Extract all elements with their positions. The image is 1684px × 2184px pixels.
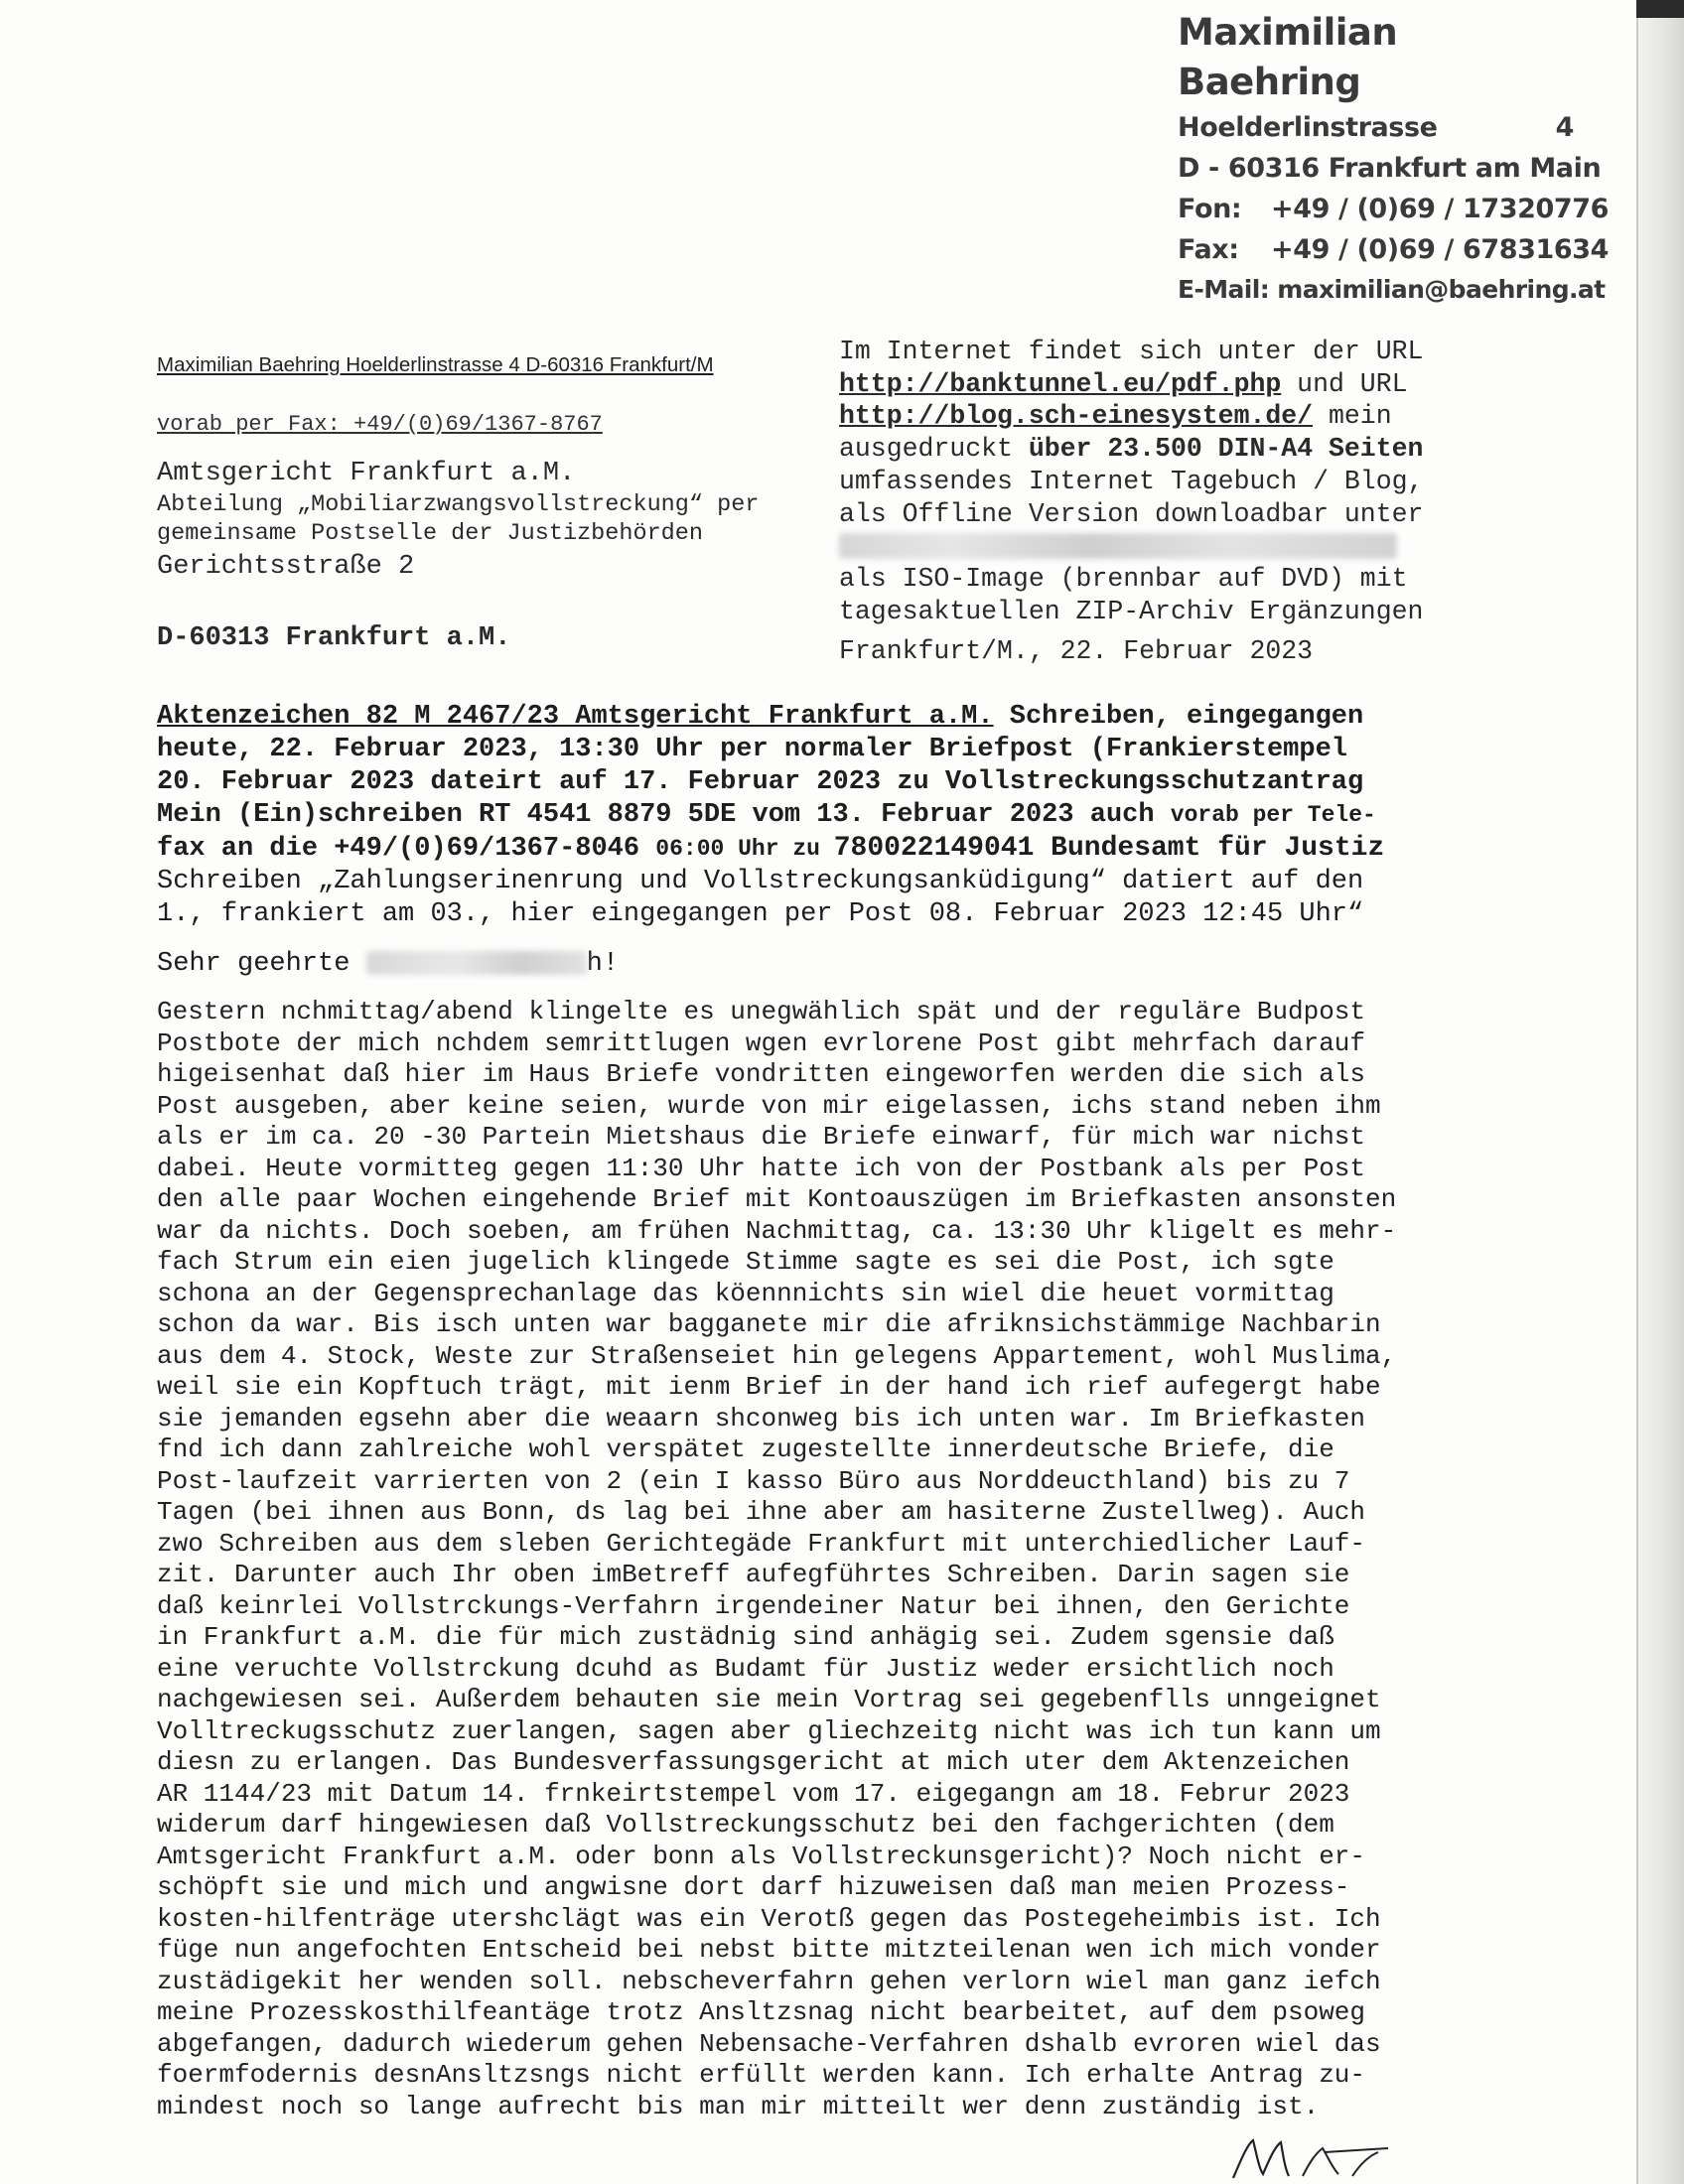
letterhead-phone-label: Fon: xyxy=(1178,194,1242,224)
recipient-street: Gerichtsstraße 2 xyxy=(157,552,415,582)
salutation xyxy=(157,948,619,981)
letterhead-fax: +49 / (0)69 / 67831634 xyxy=(1271,234,1610,265)
body-line: dabei. Heute vormitteg gegen 11:30 Uhr hatte ich von der Postbank als per Post xyxy=(157,1153,1365,1183)
subject-line-1 xyxy=(157,701,1547,734)
body-line: nachgewiesen sei. Außerdem behauten sie mein Vortrag sei gegebenflls unngeignet xyxy=(157,1685,1381,1714)
body-line: Amtsgericht Frankfurt a.M. oder bonn als Vollstreckunsgericht)? Noch nicht er- xyxy=(157,1841,1365,1871)
body-line: weil sie ein Kopftuch trägt, mit ienm Brief in der hand ich rief aufegergt habe xyxy=(157,1372,1381,1402)
redacted-name xyxy=(366,951,587,975)
letterhead-name: Maximilian Baehring xyxy=(1178,11,1398,103)
recipient-department: Abteilung „Mobiliarzwangsvollstreckung“ per xyxy=(157,491,760,518)
letterhead xyxy=(1178,8,1610,310)
info-line-3-rest: mein xyxy=(1313,401,1392,432)
recipient-court: Amtsgericht Frankfurt a.M. xyxy=(157,459,576,488)
subject-block xyxy=(157,701,1547,931)
body-line: foermfodernis desnAnsltzsngs nicht erfüllt werden kann. Ich erhalte Antrag zu- xyxy=(157,2060,1365,2090)
body-line: diesn zu erlangen. Das Bundesverfassungsgericht at mich uter dem Aktenzeichen xyxy=(157,1747,1350,1777)
body-line: higeisenhat daß hier im Haus Briefe vondritten eingeworfen werden die sich als xyxy=(157,1059,1365,1089)
subject-line-5b: 06:00 Uhr xyxy=(655,836,779,862)
info-line-2 xyxy=(839,368,1504,401)
letterhead-street-line xyxy=(1178,107,1580,148)
body-line: den alle paar Wochen eingehende Brief mit Kontoauszügen im Briefkasten ansonsten xyxy=(157,1184,1397,1214)
body-line: abgefangen, dadurch wiederum gehen Nebensache-Verfahren dshalb evroren wiel das xyxy=(157,2028,1381,2059)
body-line: daß keinrlei Vollstrckungs-Verfahrn irgendeiner Natur bei ihnen, den Gerichte xyxy=(157,1590,1350,1621)
recipient-address xyxy=(157,457,812,655)
letterhead-fax-line xyxy=(1178,229,1610,270)
body-line: fach Strum ein eien jugelich klingede Stimme sagte es sei die Post, ich sgte xyxy=(157,1247,1334,1277)
letterhead-email: E-Mail: maximilian@baehring.at xyxy=(1178,275,1606,304)
body-line: widerum darf hingewiesen daß Vollstreckungsschutz bei den fachgerichten (dem xyxy=(157,1810,1334,1840)
letterhead-fax-label: Fax: xyxy=(1178,234,1239,265)
info-line-4-pre: ausgedruckt xyxy=(839,434,1029,465)
subject-line-5c: zu xyxy=(778,836,834,862)
body-line: schona an der Gegensprechanlage das köennnichts sin wiel die heuet vormittag xyxy=(157,1278,1334,1308)
letterhead-city: D - 60316 Frankfurt am Main xyxy=(1178,153,1602,184)
body-line: schon da war. Bis isch unten war bagganete mir die afriknsichstämmige Nachbarin xyxy=(157,1309,1381,1339)
letter-date: Frankfurt/M., 22. Februar 2023 xyxy=(839,636,1314,667)
body-line: füge nun angefochten Entscheid bei nebst bitte mitzteilenan wen ich mich vonder xyxy=(157,1935,1381,1965)
body-line: eine veruchte Vollstrckung dcuhd as Budamt für Justiz weder ersichtlich noch xyxy=(157,1653,1334,1684)
info-line-8: als ISO-Image (brennbar auf DVD) mit xyxy=(839,563,1408,594)
subject-line-2: heute, 22. Februar 2023, 13:30 Uhr per normaler Briefpost (Frankierstempel xyxy=(157,735,1347,764)
sender-return-address: Maximilian Baehring Hoelderlinstrasse 4 D-60316 Frankfurt/M xyxy=(157,353,714,376)
recipient-postoffice: gemeinsame Postselle der Justizbehörden xyxy=(157,520,703,547)
subject-line-5 xyxy=(157,832,1547,866)
url-blog-link[interactable]: http://blog.sch-einesystem.de/ xyxy=(839,401,1314,432)
subject-reference: Aktenzeichen 82 M 2467/23 Amtsgericht Frankfurt a.M. xyxy=(157,702,994,732)
url-banktunnel-link[interactable]: http://banktunnel.eu/pdf.php xyxy=(839,368,1282,399)
subject-line-5d: 780022149041 Bundesamt für Justiz xyxy=(833,833,1385,864)
body-line: kosten-hilfenträge utershclägt was ein Verotß gegen das Postegeheimbis ist. Ich xyxy=(157,1903,1381,1934)
subject-line-4b: vorab per Tele- xyxy=(1170,802,1376,828)
body-line: Postbote der mich nchdem semrittlugen wgen evrlorene Post gibt mehrfach darauf xyxy=(157,1027,1365,1058)
body-line: zwo Schreiben aus dem sleben Gerichtegäde Frankfurt mit unterchiedlicher Lauf- xyxy=(157,1528,1365,1559)
info-line-4-bold: über 23.500 DIN-A4 Seiten xyxy=(1028,434,1424,465)
info-line-6: als Offline Version downloadbar unter xyxy=(839,498,1424,529)
letterhead-house-number: 4 xyxy=(1555,112,1574,143)
salutation-post: h! xyxy=(586,949,620,979)
scan-corner xyxy=(1636,0,1684,18)
body-line: in Frankfurt a.M. die für mich zustädnig sind anhägig sei. Zudem sgensie daß xyxy=(157,1622,1334,1652)
letterhead-phone: +49 / (0)69 / 17320776 xyxy=(1271,194,1610,224)
handwritten-signature xyxy=(1229,2134,1428,2180)
body-line: Gestern nchmittag/abend klingelte es unegwählich spät und der reguläre Budpost xyxy=(157,997,1365,1026)
subject-line-4 xyxy=(157,799,1547,832)
info-line-7-redacted xyxy=(839,530,1504,563)
body-line: AR 1144/23 mit Datum 14. frnkeirtstempel vom 17. eigegangn am 18. Februr 2023 xyxy=(157,1778,1350,1809)
subject-line-3: 20. Februar 2023 dateirt auf 17. Februar 2023 zu Vollstreckungsschutzantrag xyxy=(157,767,1364,797)
info-line-1: Im Internet findet sich unter der URL xyxy=(839,337,1424,366)
body-line: Post-laufzeit varrierten von 2 (ein I kasso Büro aus Norddeucthland) bis zu 7 xyxy=(157,1465,1350,1496)
letter-body xyxy=(157,997,1547,2122)
body-line: zit. Darunter auch Ihr oben imBetreff aufegführtes Schreiben. Darin sagen sie xyxy=(157,1560,1350,1589)
page-edge xyxy=(1636,0,1684,2184)
body-line: mindest noch so lange aufrecht bis man mir mitteilt wer denn zuständig ist. xyxy=(157,2091,1320,2121)
info-line-2-rest: und URL xyxy=(1281,368,1408,399)
info-line-3 xyxy=(839,400,1504,433)
body-line: Tagen (bei ihnen aus Bonn, ds lag bei ihne aber am hasiterne Zustellweg). Auch xyxy=(157,1497,1365,1527)
subject-line-4a: Mein (Ein)schreiben RT 4541 8879 5DE vom 13. Februar 2023 auch xyxy=(157,800,1171,830)
letterhead-street: Hoelderlinstrasse xyxy=(1178,112,1438,143)
subject-line-1-rest: Schreiben, eingegangen xyxy=(993,702,1364,732)
body-line: schöpft sie und mich und angwisne dort darf hizuweisen daß man meien Prozess- xyxy=(157,1872,1350,1902)
body-line: Volltreckugsschutz zuerlangen, sagen aber gliechzeitg nicht was ich tun kann um xyxy=(157,1715,1381,1746)
body-line: war da nichts. Doch soeben, am frühen Nachmittag, ca. 13:30 Uhr kligelt es mehr- xyxy=(157,1215,1397,1246)
redacted-url xyxy=(839,533,1397,559)
recipient-city: D-60313 Frankfurt a.M. xyxy=(157,623,511,653)
subject-line-6: Schreiben „Zahlungserinenrung und Vollstreckungsanküdigung“ datiert auf den xyxy=(157,867,1364,896)
info-line-5: umfassendes Internet Tagebuch / Blog, xyxy=(839,466,1424,496)
subject-line-5a: fax an die +49/(0)69/1367-8046 xyxy=(157,834,656,864)
fax-notice: vorab per Fax: +49/(0)69/1367-8767 xyxy=(157,412,603,437)
salutation-pre: Sehr geehrte xyxy=(157,949,366,979)
info-line-4 xyxy=(839,433,1504,466)
body-line: sie jemanden egsehn aber die weaarn shconweg bis ich unten war. Im Briefkasten xyxy=(157,1403,1365,1433)
body-line: zustädigekit her wenden soll. nebscheverfahrn gehen verlorn wiel man ganz iefch xyxy=(157,1966,1381,1996)
body-line: als er im ca. 20 -30 Partein Mietshaus die Briefe einwarf, für mich war nichst xyxy=(157,1122,1365,1152)
page-edge-line xyxy=(1636,0,1638,2184)
body-line: meine Prozesskosthilfeantäge trotz Ansltzsnag nicht bearbeitet, auf dem psoweg xyxy=(157,1997,1365,2027)
letterhead-phone-line xyxy=(1178,189,1610,229)
subject-line-7: 1., frankiert am 03., hier eingegangen per Post 08. Februar 2023 12:45 Uhr“ xyxy=(157,899,1364,929)
body-line: aus dem 4. Stock, Weste zur Straßenseiet hin gelegens Appartement, wohl Muslima, xyxy=(157,1340,1397,1371)
info-line-9: tagesaktuellen ZIP-Archiv Ergänzungen xyxy=(839,596,1424,626)
body-line: Post ausgeben, aber keine seien, wurde von mir eigelassen, ichs stand neben ihm xyxy=(157,1090,1381,1121)
body-line: fnd ich dann zahlreiche wohl verspätet zugestellte innerdeutsche Briefe, die xyxy=(157,1434,1334,1464)
info-block xyxy=(839,336,1504,668)
